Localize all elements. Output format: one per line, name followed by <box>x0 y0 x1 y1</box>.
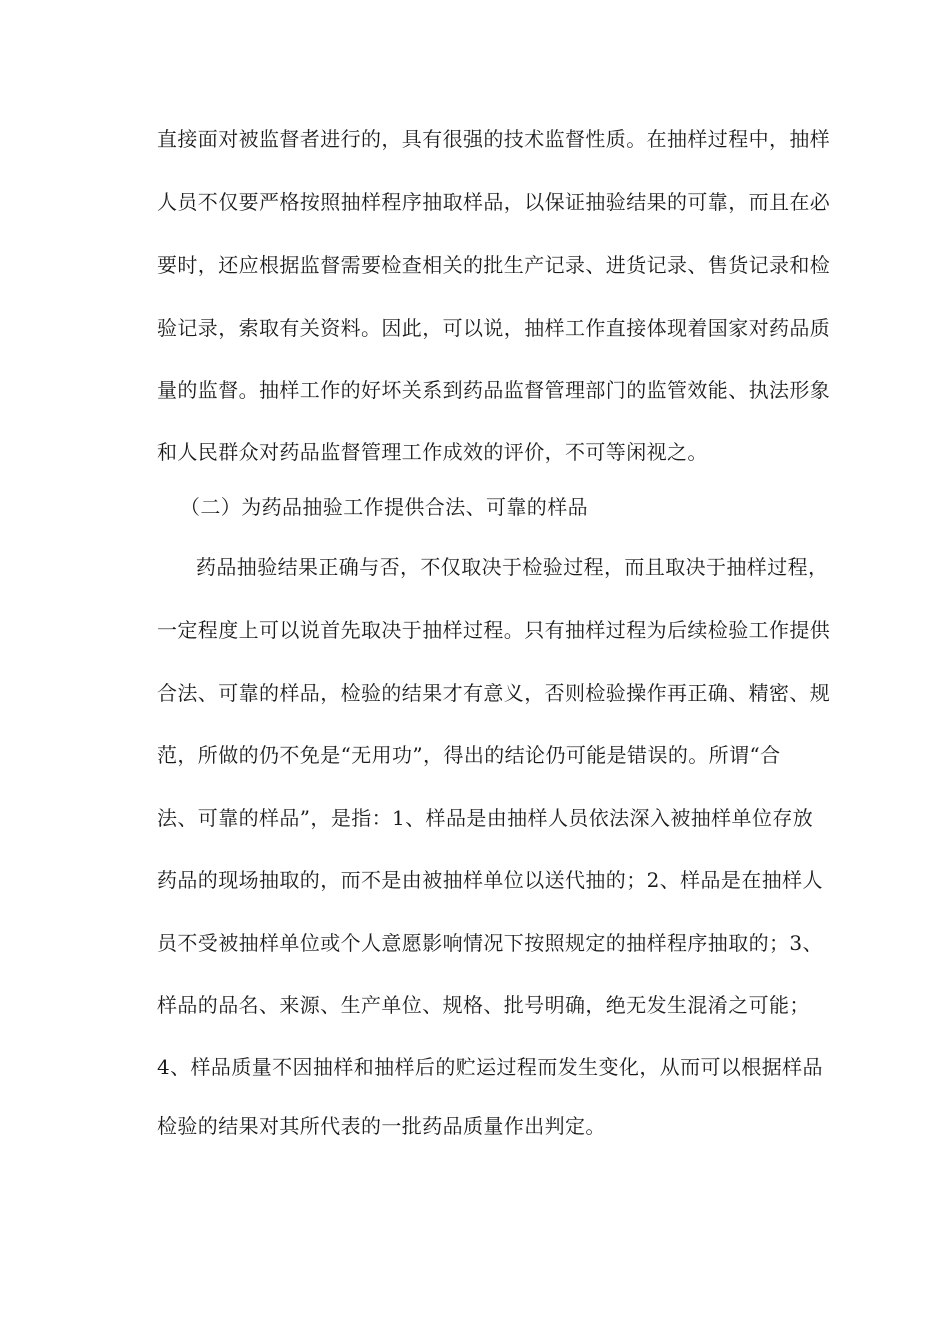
paragraph-line: 检验的结果对其所代表的一批药品质量作出判定。 <box>157 1114 606 1138</box>
paragraph-line: 验记录，索取有关资料。因此，可以说，抽样工作直接体现着国家对药品质 <box>157 316 831 340</box>
paragraph-line: 法、可靠的样品”，是指：1、样品是由抽样人员依法深入被抽样单位存放 <box>157 806 814 830</box>
section-heading: （二）为药品抽验工作提供合法、可靠的样品 <box>180 495 588 519</box>
paragraph-line: 药品抽验结果正确与否，不仅取决于检验过程，而且取决于抽样过程， <box>196 555 829 579</box>
paragraph-line: 一定程度上可以说首先取决于抽样过程。只有抽样过程为后续检验工作提供 <box>157 618 831 642</box>
paragraph-line: 要时，还应根据监督需要检查相关的批生产记录、进货记录、售货记录和检 <box>157 253 831 277</box>
paragraph-line: 药品的现场抽取的，而不是由被抽样单位以送代抽的；2、样品是在抽样人 <box>157 868 823 892</box>
paragraph-line: 4、样品质量不因抽样和抽样后的贮运过程而发生变化，从而可以根据样品 <box>157 1055 823 1079</box>
paragraph-line: 和人民群众对药品监督管理工作成效的评价，不可等闲视之。 <box>157 440 708 464</box>
paragraph-line: 量的监督。抽样工作的好坏关系到药品监督管理部门的监管效能、执法形象 <box>157 378 831 402</box>
paragraph-line: 合法、可靠的样品，检验的结果才有意义，否则检验操作再正确、精密、规 <box>157 681 831 705</box>
paragraph-line: 样品的品名、来源、生产单位、规格、批号明确，绝无发生混淆之可能； <box>157 993 810 1017</box>
paragraph-line: 人员不仅要严格按照抽样程序抽取样品，以保证抽验结果的可靠，而且在必 <box>157 190 831 214</box>
paragraph-line: 范，所做的仍不免是“无用功”，得出的结论仍可能是错误的。所谓“合 <box>157 743 781 767</box>
paragraph-line: 员不受被抽样单位或个人意愿影响情况下按照规定的抽样程序抽取的；3、 <box>157 931 823 955</box>
paragraph-line: 直接面对被监督者进行的，具有很强的技术监督性质。在抽样过程中，抽样 <box>157 127 831 151</box>
